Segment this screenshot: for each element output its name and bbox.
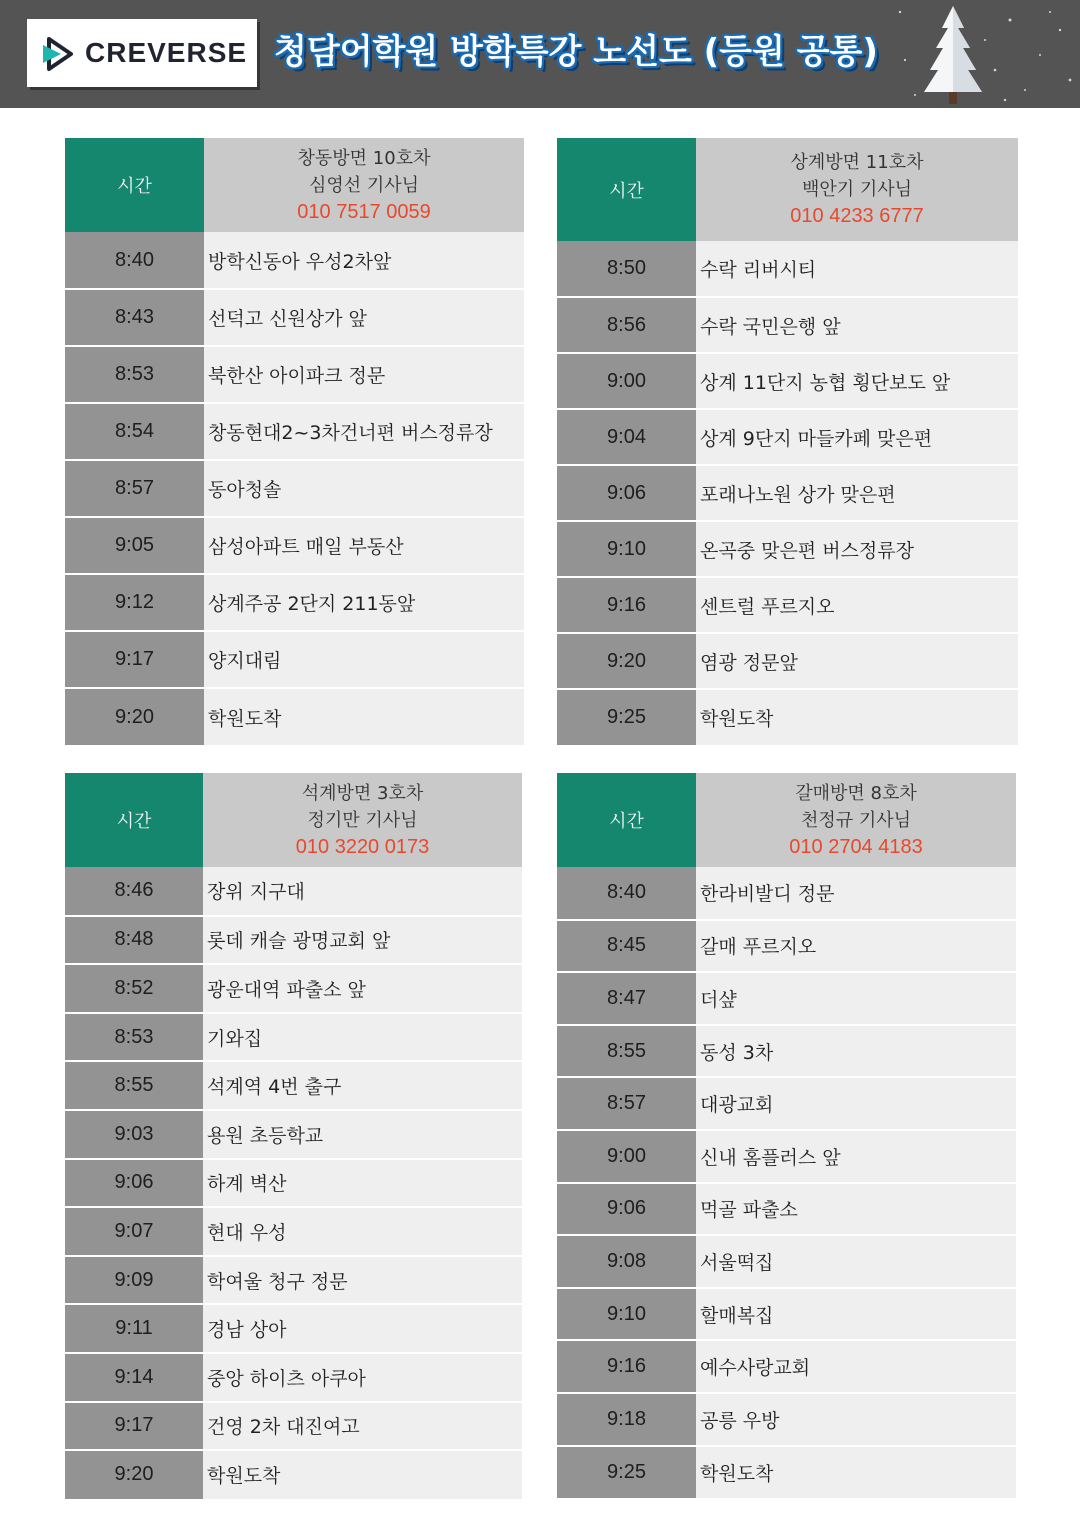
route-info [696, 138, 1018, 241]
stop-name: 상계 11단지 농협 횡단보도 앞 [696, 353, 1018, 409]
stop-row [557, 1025, 1016, 1078]
stop-time: 9:20 [557, 633, 696, 689]
stop-row [557, 867, 1016, 920]
stop-row [557, 1288, 1016, 1341]
stop-row [557, 920, 1016, 973]
stop-row [65, 289, 524, 346]
stop-time: 8:48 [65, 916, 203, 965]
driver-name: 백안기 기사님 [801, 179, 913, 200]
time-header: 시간 [557, 773, 696, 867]
stop-time: 9:09 [65, 1256, 203, 1305]
stop-time: 9:00 [557, 1130, 696, 1183]
stop-row [65, 964, 522, 1013]
stop-time: 8:57 [65, 460, 204, 517]
stop-time: 8:55 [65, 1061, 203, 1110]
title-box [262, 19, 922, 87]
stop-time: 8:40 [65, 232, 204, 289]
stop-name: 갈매 푸르지오 [696, 920, 1016, 973]
stop-time: 8:40 [557, 867, 696, 920]
stop-time: 8:54 [65, 403, 204, 460]
logo-text: CREVERSE [85, 37, 248, 68]
stop-row [557, 409, 1018, 465]
driver-phone: 010 3220 0173 [295, 835, 430, 858]
route-name: 상계방면 11호차 [790, 152, 924, 173]
stop-name: 포래나노원 상가 맞은편 [696, 465, 1018, 521]
stop-row [65, 867, 522, 916]
stop-row [65, 1353, 522, 1402]
stop-row [557, 1446, 1016, 1499]
stop-time: 9:11 [65, 1304, 203, 1353]
stop-name: 하계 벽산 [203, 1159, 522, 1208]
stop-time: 9:20 [65, 1450, 203, 1499]
stop-name: 롯데 캐슬 광명교회 앞 [203, 916, 522, 965]
stop-time: 8:56 [557, 297, 696, 353]
stop-name: 광운대역 파출소 앞 [203, 964, 522, 1013]
stop-name: 염광 정문앞 [696, 633, 1018, 689]
route-info [203, 773, 522, 867]
stop-row [557, 633, 1018, 689]
stop-time: 9:10 [557, 521, 696, 577]
stop-row [65, 232, 524, 289]
stop-time: 9:07 [65, 1207, 203, 1256]
stop-name: 방학신동아 우성2차앞 [204, 232, 524, 289]
stop-time: 8:55 [557, 1025, 696, 1078]
stop-time: 8:53 [65, 346, 204, 403]
stop-time: 9:06 [557, 465, 696, 521]
route-table-changdong [65, 138, 524, 745]
stop-name: 양지대림 [204, 631, 524, 688]
creverse-logo-icon [39, 35, 77, 73]
stop-time: 8:57 [557, 1077, 696, 1130]
stop-name: 경남 상아 [203, 1304, 522, 1353]
stop-time: 9:06 [557, 1183, 696, 1236]
stop-time: 8:45 [557, 920, 696, 973]
stop-row [65, 574, 524, 631]
stop-time: 9:16 [557, 1340, 696, 1393]
stop-name: 상계주공 2단지 211동앞 [204, 574, 524, 631]
stop-name: 창동현대2~3차건너편 버스정류장 [204, 403, 524, 460]
stop-row [557, 465, 1018, 521]
stop-time: 8:47 [557, 972, 696, 1025]
stop-name: 건영 2차 대진여고 [203, 1402, 522, 1451]
stop-name: 한라비발디 정문 [696, 867, 1016, 920]
time-header: 시간 [65, 773, 203, 867]
stop-row [65, 631, 524, 688]
stop-row [557, 1183, 1016, 1236]
stop-row [65, 1450, 522, 1499]
creverse-logo [27, 19, 257, 87]
stop-name: 학여울 청구 정문 [203, 1256, 522, 1305]
stop-row [65, 1061, 522, 1110]
stop-row [557, 241, 1018, 297]
stop-row [65, 1110, 522, 1159]
stop-time: 9:16 [557, 577, 696, 633]
stop-time: 9:03 [65, 1110, 203, 1159]
page-header [0, 0, 1080, 108]
stop-row [557, 1077, 1016, 1130]
stop-row [557, 1340, 1016, 1393]
stop-name: 대광교회 [696, 1077, 1016, 1130]
driver-name: 심영선 기사님 [308, 174, 420, 196]
time-header: 시간 [65, 138, 204, 232]
stop-name: 상계 9단지 마들카페 맞은편 [696, 409, 1018, 465]
stop-name: 기와집 [203, 1013, 522, 1062]
stop-row [65, 346, 524, 403]
route-info [204, 138, 524, 232]
stop-time: 9:12 [65, 574, 204, 631]
route-table-galmae [557, 773, 1016, 1498]
stop-time: 9:06 [65, 1159, 203, 1208]
stop-name: 석계역 4번 출구 [203, 1061, 522, 1110]
stop-row [65, 688, 524, 745]
stop-name: 온곡중 맞은편 버스정류장 [696, 521, 1018, 577]
route-name: 창동방면 10호차 [297, 147, 431, 169]
stop-time: 9:17 [65, 631, 204, 688]
stop-name: 수락 리버시티 [696, 241, 1018, 297]
stop-row [65, 1256, 522, 1305]
driver-phone: 010 7517 0059 [297, 200, 431, 223]
stop-name: 선덕고 신원상가 앞 [204, 289, 524, 346]
stop-name: 공릉 우방 [696, 1393, 1016, 1446]
stop-row [65, 1304, 522, 1353]
stop-name: 더샾 [696, 972, 1016, 1025]
stop-row [557, 353, 1018, 409]
stop-name: 학원도착 [203, 1450, 522, 1499]
route-table-sanggye [557, 138, 1018, 745]
stop-name: 서울떡집 [696, 1235, 1016, 1288]
stop-name: 수락 국민은행 앞 [696, 297, 1018, 353]
stop-time: 9:08 [557, 1235, 696, 1288]
stop-name: 학원도착 [696, 689, 1018, 745]
driver-name: 정기만 기사님 [307, 809, 418, 831]
stop-row [557, 972, 1016, 1025]
stop-name: 현대 우성 [203, 1207, 522, 1256]
stop-name: 장위 지구대 [203, 867, 522, 916]
stop-name: 학원도착 [696, 1446, 1016, 1499]
stop-row [65, 1159, 522, 1208]
stop-time: 9:14 [65, 1353, 203, 1402]
stop-row [557, 1130, 1016, 1183]
stop-name: 중앙 하이츠 아쿠아 [203, 1353, 522, 1402]
snowy-tree-icon [918, 2, 988, 106]
stop-name: 북한산 아이파크 정문 [204, 346, 524, 403]
stop-name: 용원 초등학교 [203, 1110, 522, 1159]
stop-time: 9:25 [557, 1446, 696, 1499]
stop-time: 9:00 [557, 353, 696, 409]
stop-time: 9:25 [557, 689, 696, 745]
stop-row [65, 403, 524, 460]
stop-row [557, 1235, 1016, 1288]
stop-row [557, 689, 1018, 745]
stop-row [557, 297, 1018, 353]
route-info [696, 773, 1016, 867]
stop-row [65, 1013, 522, 1062]
stop-row [557, 521, 1018, 577]
stop-time: 9:05 [65, 517, 204, 574]
stop-name: 신내 홈플러스 앞 [696, 1130, 1016, 1183]
stop-row [557, 1393, 1016, 1446]
stop-time: 8:53 [65, 1013, 203, 1062]
route-table-seokgye [65, 773, 522, 1499]
driver-phone: 010 2704 4183 [789, 835, 923, 858]
stop-row [557, 577, 1018, 633]
stop-name: 동아청솔 [204, 460, 524, 517]
time-header: 시간 [557, 138, 696, 241]
stop-time: 8:50 [557, 241, 696, 297]
stop-time: 9:20 [65, 688, 204, 745]
stop-row [65, 1402, 522, 1451]
stop-time: 9:18 [557, 1393, 696, 1446]
stop-time: 9:10 [557, 1288, 696, 1341]
stop-time: 9:04 [557, 409, 696, 465]
page-title: 청담어학원 방학특강 노선도 (등원 공통) [274, 32, 878, 72]
stop-row [65, 517, 524, 574]
route-name: 석계방면 3호차 [301, 782, 424, 804]
stop-row [65, 1207, 522, 1256]
driver-name: 천정규 기사님 [800, 809, 912, 831]
stop-name: 센트럴 푸르지오 [696, 577, 1018, 633]
route-name: 갈매방면 8호차 [795, 782, 917, 804]
stop-name: 삼성아파트 매일 부동산 [204, 517, 524, 574]
stop-name: 먹골 파출소 [696, 1183, 1016, 1236]
stop-row [65, 916, 522, 965]
stop-name: 예수사랑교회 [696, 1340, 1016, 1393]
stop-name: 학원도착 [204, 688, 524, 745]
stop-time: 9:17 [65, 1402, 203, 1451]
stop-name: 할매복집 [696, 1288, 1016, 1341]
driver-phone: 010 4233 6777 [790, 205, 924, 227]
stop-name: 동성 3차 [696, 1025, 1016, 1078]
stop-time: 8:43 [65, 289, 204, 346]
stop-row [65, 460, 524, 517]
stop-time: 8:52 [65, 964, 203, 1013]
stop-time: 8:46 [65, 867, 203, 916]
